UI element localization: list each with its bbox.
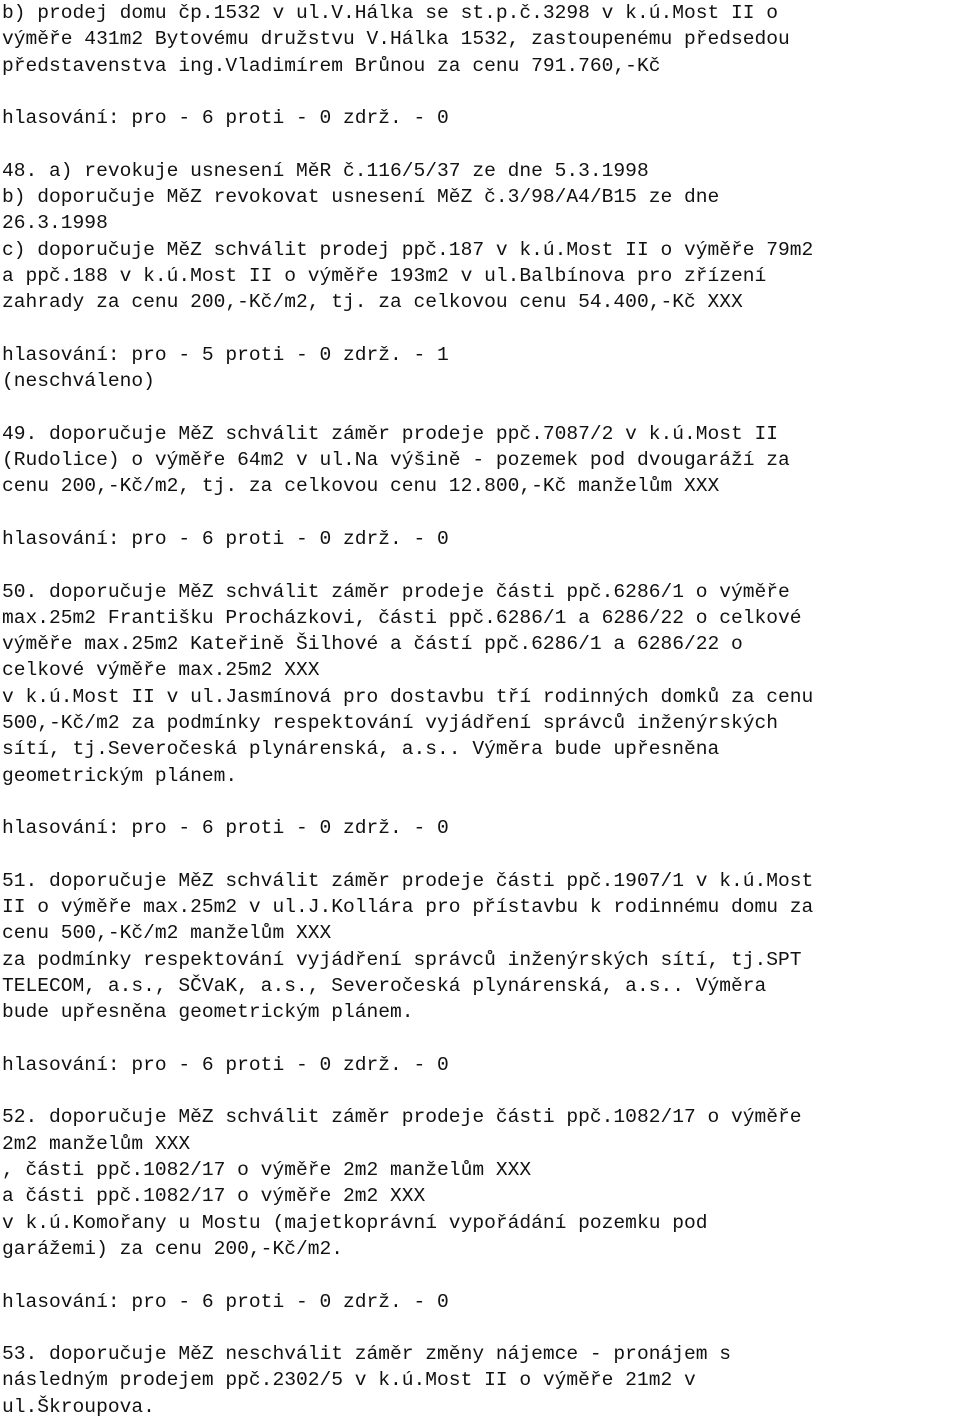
text-line: hlasování: pro - 6 proti - 0 zdrž. - 0 [2,107,449,130]
text-line [2,1078,958,1104]
text-line: hlasování: pro - 6 proti - 0 zdrž. - 0 [2,817,449,840]
text-line: výměře max.25m2 Kateřině Šilhové a částí ppč.6286/1 a 6286/22 o [2,633,743,656]
text-line: TELECOM, a.s., SČVaK, a.s., Severočeská plynárenská, a.s.. Výměra [2,974,767,997]
text-line: b) prodej domu čp.1532 v ul.V.Hálka se st.p.č.3298 v k.ú.Most II o [2,2,779,24]
text-line: představenstva ing.Vladimírem Brůnou za cenu 791.760,-Kč [2,54,661,77]
text-line: 51. doporučuje MěZ schválit záměr prodeje části ppč.1907/1 v k.ú.Most [2,869,814,892]
text-line: 26.3.1998 [2,212,108,235]
text-line [2,316,958,342]
text-line: max.25m2 Františku Procházkovi, části ppč.6286/1 a 6286/22 o celkové [2,606,802,629]
text-line: 53. doporučuje MěZ neschválit záměr změny nájemce - pronájem s [2,1343,732,1366]
text-line: cenu 500,-Kč/m2 manželům XXX [2,922,332,945]
text-line: v k.ú.Komořany u Mostu (majetkoprávní vypořádání pozemku pod [2,1211,708,1234]
text-line: cenu 200,-Kč/m2, tj. za celkovou cenu 12.800,-Kč manželům XXX [2,475,720,498]
text-line [2,394,958,420]
text-line: ul.Škroupova. [2,1395,155,1418]
text-line: hlasování: pro - 6 proti - 0 zdrž. - 0 [2,527,449,550]
text-line [2,79,958,105]
text-line: II o výměře max.25m2 v ul.J.Kollára pro přístavbu k rodinnému domu za [2,896,814,919]
text-line [2,131,958,157]
document-body [2,0,958,1420]
text-line: hlasování: pro - 5 proti - 0 zdrž. - 1 [2,343,449,366]
text-line: hlasování: pro - 6 proti - 0 zdrž. - 0 [2,1053,449,1076]
text-line [2,1262,958,1288]
text-line: garážemi) za cenu 200,-Kč/m2. [2,1237,343,1260]
text-line: 2m2 manželům XXX [2,1132,191,1155]
text-line: celkové výměře max.25m2 XXX [2,659,320,682]
text-line [2,1026,958,1052]
text-line: za podmínky respektování vyjádření správců inženýrských sítí, tj.SPT [2,948,802,971]
text-line: (Rudolice) o výměře 64m2 v ul.Na výšině - pozemek pod dvougaráží za [2,449,790,472]
text-line [2,552,958,578]
text-line: zahrady za cenu 200,-Kč/m2, tj. za celkovou cenu 54.400,-Kč XXX [2,291,743,314]
text-line [2,842,958,868]
text-line: 49. doporučuje MěZ schválit záměr prodeje ppč.7087/2 v k.ú.Most II [2,422,779,445]
text-line: sítí, tj.Severočeská plynárenská, a.s.. Výměra bude upřesněna [2,738,720,761]
text-line: b) doporučuje MěZ revokovat usnesení MěZ č.3/98/A4/B15 ze dne [2,186,720,209]
text-line: 500,-Kč/m2 za podmínky respektování vyjádření správců inženýrských [2,712,779,735]
text-line: , části ppč.1082/17 o výměře 2m2 manželům XXX [2,1159,532,1182]
text-line: hlasování: pro - 6 proti - 0 zdrž. - 0 [2,1290,449,1313]
text-line: 50. doporučuje MěZ schválit záměr prodeje části ppč.6286/1 o výměře [2,580,790,603]
text-line: 48. a) revokuje usnesení MěR č.116/5/37 ze dne 5.3.1998 [2,159,649,182]
text-line: bude upřesněna geometrickým plánem. [2,1001,414,1024]
text-line: v k.ú.Most II v ul.Jasmínová pro dostavbu tří rodinných domků za cenu [2,685,814,708]
text-line: výměře 431m2 Bytovému družstvu V.Hálka 1532, zastoupenému předsedou [2,28,790,51]
text-line [2,1315,958,1341]
text-line: c) doporučuje MěZ schválit prodej ppč.187 v k.ú.Most II o výměře 79m2 [2,238,814,261]
text-line: následným prodejem ppč.2302/5 v k.ú.Most II o výměře 21m2 v [2,1369,696,1392]
text-line [2,500,958,526]
text-line: (neschváleno) [2,370,155,393]
text-line: a ppč.188 v k.ú.Most II o výměře 193m2 v ul.Balbínova pro zřízení [2,264,767,287]
text-line: a části ppč.1082/17 o výměře 2m2 XXX [2,1185,426,1208]
text-line [2,789,958,815]
text-line: 52. doporučuje MěZ schválit záměr prodeje části ppč.1082/17 o výměře [2,1106,802,1129]
text-line: geometrickým plánem. [2,764,238,787]
